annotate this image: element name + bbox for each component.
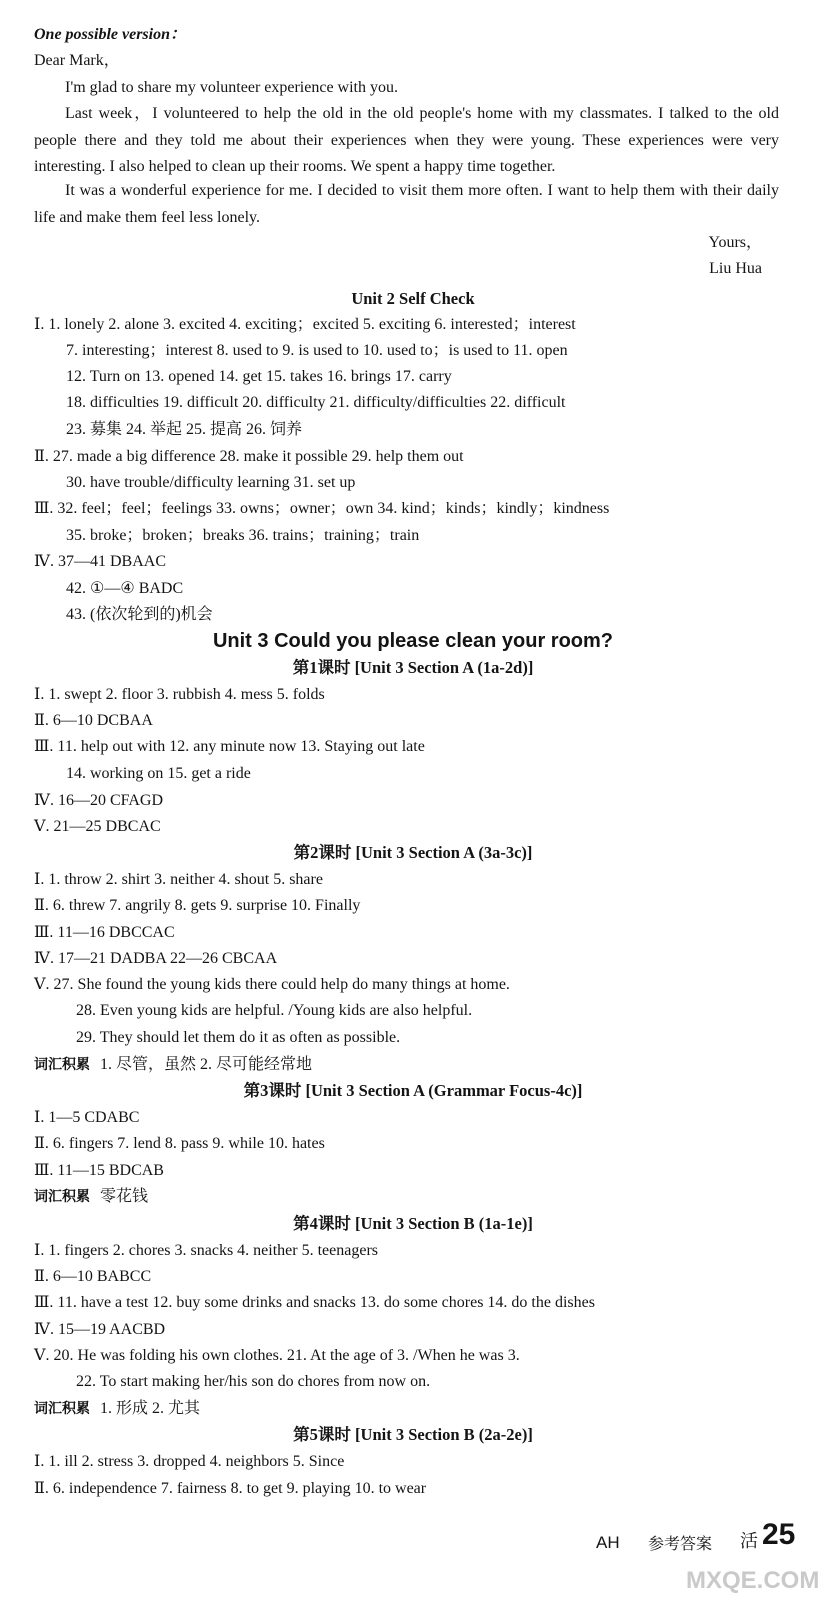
- vocab-label: 词汇积累: [34, 1190, 90, 1205]
- answer-line: Ⅳ. 37—41 DBAAC: [34, 553, 166, 570]
- vocab-text: 1. 形成 2. 尤其: [100, 1400, 201, 1417]
- answer-line: Ⅴ. 21—25 DBCAC: [34, 818, 161, 835]
- footer-section: 参考答案: [648, 1534, 713, 1553]
- answer-line: Ⅱ. 6. threw 7. angrily 8. gets 9. surprise 10. Finally: [34, 897, 361, 914]
- answer-line: Ⅳ. 15—19 AACBD: [34, 1321, 166, 1338]
- letter-signature: Liu Hua: [709, 260, 762, 277]
- answer-line: Ⅰ. 1—5 CDABC: [34, 1109, 140, 1126]
- lesson-title: 第3课时 [Unit 3 Section A (Grammar Focus-4c)]: [243, 1081, 583, 1100]
- footer-prefix: 活: [740, 1531, 758, 1552]
- answer-line: Ⅲ. 11. have a test 12. buy some drinks and snacks 13. do some chores 14. do the dishes: [34, 1294, 595, 1311]
- answer-line: Ⅱ. 6—10 DCBAA: [34, 712, 153, 729]
- answer-line: 18. difficulties 19. difficult 20. difficulty 21. difficulty/difficulties 22. difficult: [66, 394, 566, 411]
- unit-title: Unit 3 Could you please clean your room?: [212, 630, 614, 652]
- answer-line: Ⅱ. 6. independence 7. fairness 8. to get 9. playing 10. to wear: [34, 1480, 427, 1497]
- answer-line: Ⅱ. 27. made a big difference 28. make it possible 29. help them out: [34, 448, 464, 465]
- answer-line: 30. have trouble/difficulty learning 31. set up: [66, 474, 356, 491]
- answer-line: Ⅳ. 16—20 CFAGD: [34, 792, 164, 809]
- answer-line: 22. To start making her/his son do chores from now on.: [76, 1373, 431, 1390]
- footer-code: AH: [596, 1533, 620, 1552]
- letter-greeting: Dear Mark，: [34, 52, 120, 69]
- vocab-text: 1. 尽管，虽然 2. 尽可能经常地: [100, 1056, 313, 1073]
- answer-line: Ⅴ. 20. He was folding his own clothes. 21. At the age of 3. /When he was 3.: [34, 1347, 520, 1364]
- answer-line: Ⅱ. 6. fingers 7. lend 8. pass 9. while 10. hates: [34, 1135, 325, 1152]
- answer-line: Ⅳ. 17—21 DADBA 22—26 CBCAA: [34, 950, 278, 967]
- answer-line: 42. ①—④ BADC: [66, 580, 184, 597]
- answer-line: 14. working on 15. get a ride: [66, 765, 251, 782]
- letter-closing: Yours，: [708, 234, 762, 251]
- answer-line: Ⅰ. 1. fingers 2. chores 3. snacks 4. neither 5. teenagers: [34, 1242, 378, 1259]
- vocab-line: [34, 1398, 200, 1421]
- letter-paragraph-1: I'm glad to share my volunteer experience with you.: [65, 79, 398, 96]
- answer-line: 12. Turn on 13. opened 14. get 15. takes 16. brings 17. carry: [66, 368, 452, 385]
- vocab-text: 零花钱: [100, 1188, 149, 1205]
- answer-line: Ⅰ. 1. lonely 2. alone 3. excited 4. exciting；excited 5. exciting 6. interested；interest: [34, 316, 576, 333]
- vocab-line: [34, 1186, 148, 1209]
- answer-line: 43. (依次轮到的)机会: [66, 606, 213, 623]
- answer-line: Ⅱ. 6—10 BABCC: [34, 1268, 152, 1285]
- vocab-label: 词汇积累: [34, 1402, 90, 1417]
- self-check-title: Unit 2 Self Check: [351, 289, 475, 308]
- vocab-line: [34, 1054, 312, 1077]
- answer-line: 7. interesting；interest 8. used to 9. is used to 10. used to；is used to 11. open: [66, 342, 568, 359]
- answer-line: Ⅲ. 32. feel；feel；feelings 33. owns；owner；own 34. kind；kinds；kindly；kindness: [34, 500, 610, 517]
- answer-line: 35. broke；broken；breaks 36. trains；training；train: [66, 527, 420, 544]
- answer-line: Ⅴ. 27. She found the young kids there could help do many things at home.: [34, 976, 510, 993]
- watermark: MXQE.COM: [686, 1567, 820, 1594]
- answer-line: 29. They should let them do it as often as possible.: [76, 1029, 401, 1046]
- lesson-title: 第5课时 [Unit 3 Section B (2a-2e)]: [293, 1425, 533, 1444]
- answer-line: 23. 募集 24. 举起 25. 提高 26. 饲养: [66, 421, 303, 438]
- lesson-title: 第4课时 [Unit 3 Section B (1a-1e)]: [293, 1214, 533, 1233]
- answer-line: Ⅰ. 1. ill 2. stress 3. dropped 4. neighbors 5. Since: [34, 1453, 345, 1470]
- vocab-label: 词汇积累: [34, 1058, 90, 1073]
- answer-line: Ⅲ. 11—15 BDCAB: [34, 1162, 164, 1179]
- lesson-title: 第1课时 [Unit 3 Section A (1a-2d)]: [292, 658, 534, 677]
- lesson-title: 第2课时 [Unit 3 Section A (3a-3c)]: [293, 843, 533, 862]
- letter-heading: One possible version：: [34, 26, 187, 43]
- answer-line: Ⅰ. 1. swept 2. floor 3. rubbish 4. mess 5. folds: [34, 686, 325, 703]
- answer-line: Ⅲ. 11. help out with 12. any minute now 13. Staying out late: [34, 738, 425, 755]
- answer-line: Ⅰ. 1. throw 2. shirt 3. neither 4. shout 5. share: [34, 871, 323, 888]
- letter-paragraph-3: It was a wonderful experience for me. I decided to visit them more often. I want to help them with their daily life and make them feel less lonely.: [34, 182, 779, 226]
- answer-line: 28. Even young kids are helpful. /Young kids are also helpful.: [76, 1002, 473, 1019]
- answer-line: Ⅲ. 11—16 DBCCAC: [34, 924, 175, 941]
- letter-paragraph-2: Last week，I volunteered to help the old in the old people's home with my classmates. I talked to the old people there and they told me about their experiences when they were young. These experiences were very interesting. I also helped to clean up their rooms. We spent a happy time together.: [34, 105, 779, 175]
- page-number: 25: [762, 1518, 796, 1551]
